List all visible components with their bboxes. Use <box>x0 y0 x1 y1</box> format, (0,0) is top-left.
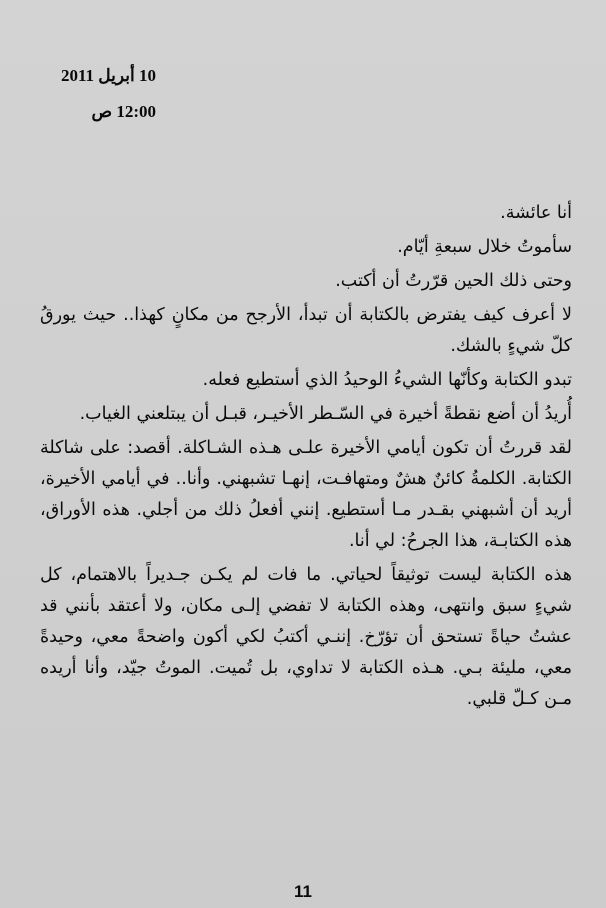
paragraph: تبدو الكتابة وكأنّها الشيءُ الوحيدُ الذي أستطيع فعله. <box>202 370 572 390</box>
paragraph: هذه الكتابة ليست توثيقاً لحياتي. ما فات لم يكـن جـديراً بالاهتمام، كل شيءٍ سبق وانتهى، وهذه الكتابة لا تفضي إلـى مكان، ولا أعتقد بأنني قد عشتُ حياةً تستحق أن تؤرّخ. إننـي أكتبُ لكي أكون واضحةً معي، وحيدةً معي، مليئة بـي. هـذه الكتابة لا تداوي، بل تُميت. الموتُ جيّد، وأنا أريده مـن كـلّ قلبي. <box>40 565 572 709</box>
paragraph: أُريدُ أن أضع نقطةً أخيرة في السّـطر الأخيـر، قبـل أن يبتلعني الغياب. <box>79 404 572 424</box>
paragraph: وحتى ذلك الحين قرّرتُ أن أكتب. <box>335 271 572 291</box>
paragraph: لقد قررتُ أن تكون أيامي الأخيرة علـى هـذه الشـاكلة. أقصد: على شاكلة الكتابة. الكلمةُ كائنٌ هشٌ ومتهافـت، إنهـا تشبهني. وأنا.. في أيامي الأخيرة، أريد أن أشبهني بقـدر مـا أستطيع. إنني أفعلُ ذلك من أجلي. هذه الأوراق، هذه الكتابـة، هذا الجرحُ: لي أنا. <box>40 438 572 551</box>
diary-entry-header <box>46 58 156 130</box>
paragraph: لا أعرف كيف يفترض بالكتابة أن تبدأ، الأرجح من مكانٍ كهذا.. حيث يورقُ كلّ شيءٍ بالشك. <box>40 305 572 356</box>
paragraph: سأموتُ خلال سبعةِ أيّام. <box>397 237 572 257</box>
entry-date: 10 أبريل 2011 <box>60 66 156 85</box>
page-number: 11 <box>294 882 312 901</box>
entry-time: 12:00 ص <box>91 102 156 121</box>
paragraph: أنا عائشة. <box>500 203 572 223</box>
body-text <box>40 198 572 718</box>
